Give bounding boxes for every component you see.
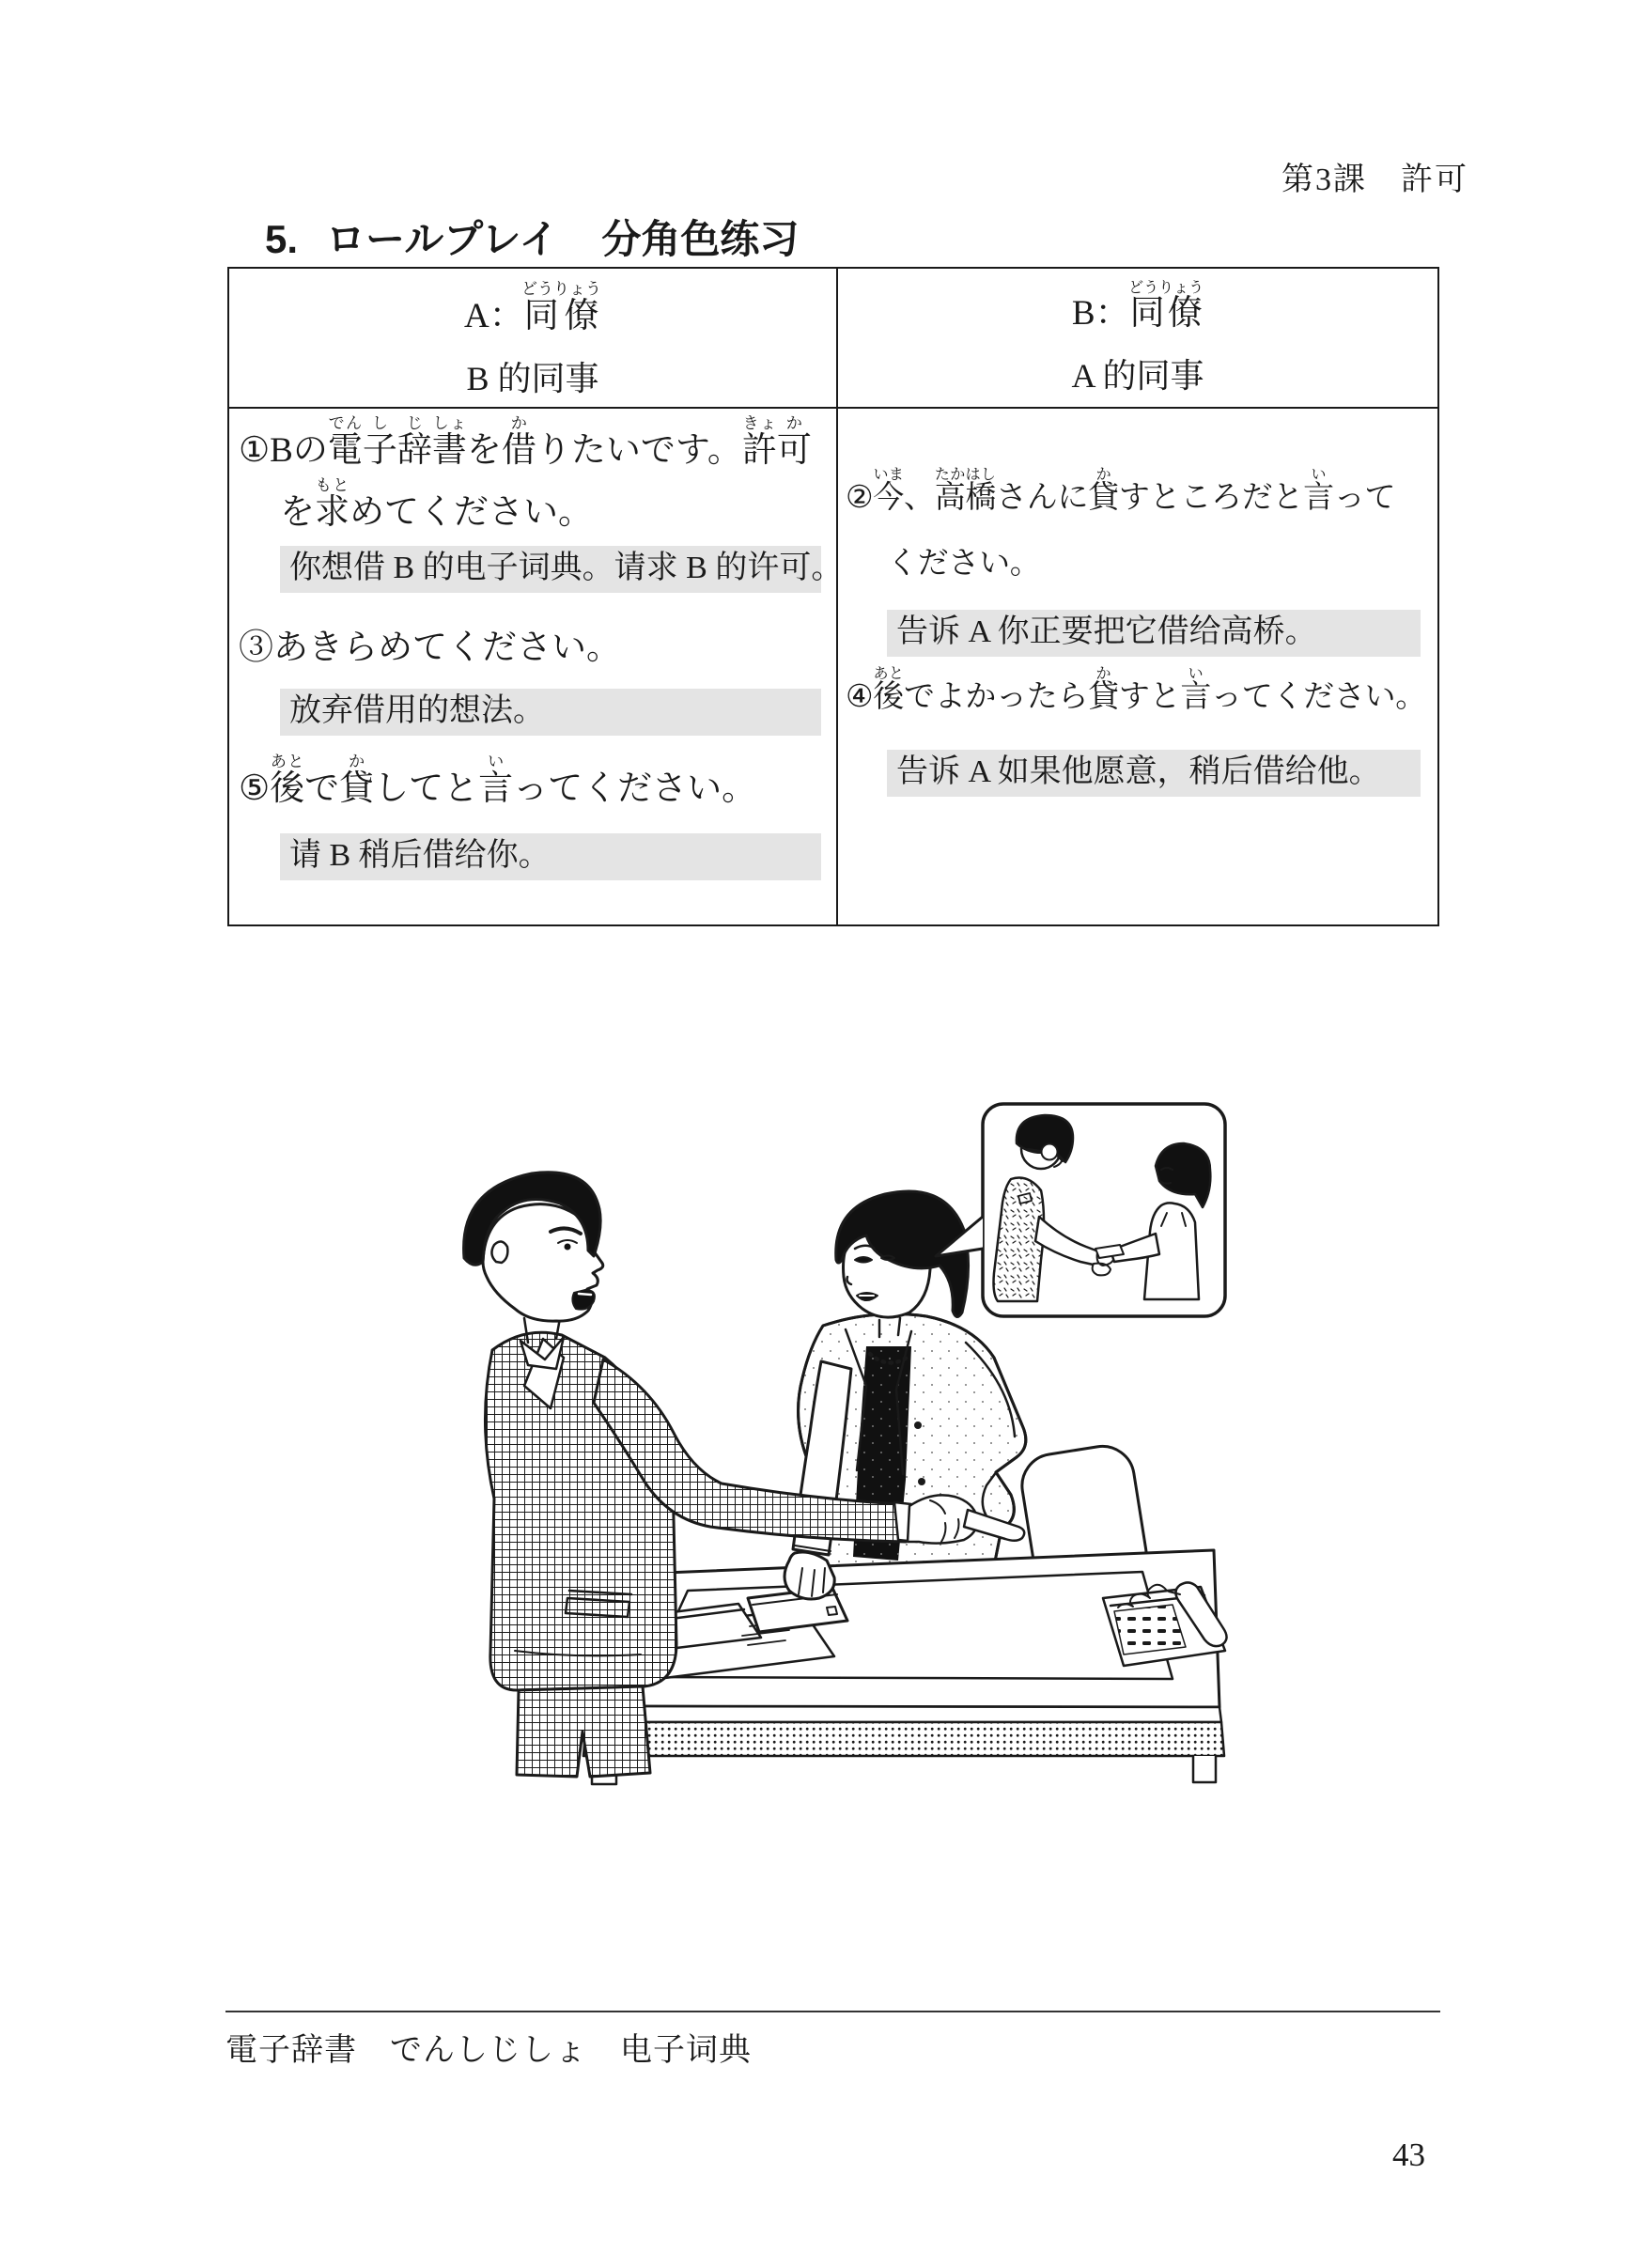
item1-japanese: ①Bの電でん子し辞じ書しょを借かりたいです。許きょ可か を求もとめてください。 <box>239 414 812 532</box>
item4-japanese: ④後あとでよかったら貸かすと言いってください。 <box>846 666 1426 714</box>
role-b-label: B：同僚どうりょう <box>1071 280 1204 333</box>
item1-chinese: 你想借 B 的电子词典。请求 B 的许可。 <box>280 546 821 593</box>
section-title <box>265 209 799 265</box>
role-b-description: A 的同事 <box>1071 357 1204 395</box>
speech-bubble <box>936 1104 1225 1316</box>
footer-divider <box>225 2011 1440 2012</box>
item3-japanese: ③あきらめてください。 <box>239 629 621 667</box>
section-number: 5. <box>265 217 299 261</box>
item3-chinese: 放弃借用的想法。 <box>280 689 821 736</box>
item5-chinese: 请 B 稍后借给你。 <box>280 833 821 880</box>
item2-japanese: ②今いま、高たか橋はしさんに貸かすところだと言いって ください。 <box>846 467 1396 581</box>
roleplay-table <box>227 267 1439 926</box>
role-a-description: B 的同事 <box>466 360 599 397</box>
footer-vocabulary: 電子辞書 でんしじしょ 电子词典 <box>225 2033 752 2068</box>
header-cell-role-a <box>229 269 838 407</box>
roleplay-table-body <box>229 409 1437 924</box>
section-title-chinese: 分角色练习 <box>601 217 800 261</box>
roleplay-table-header <box>229 269 1437 409</box>
page-number: 43 <box>1392 2136 1425 2173</box>
section-title-japanese: ロールプレイ <box>326 217 559 261</box>
item5-japanese: ⑤後あとで貸かしてと言いってください。 <box>239 753 757 808</box>
body-cell-role-a <box>229 409 844 924</box>
body-cell-role-b <box>838 409 1437 924</box>
item4-chinese: 告诉 A 如果他愿意，稍后借给他。 <box>887 750 1421 797</box>
item2-chinese: 告诉 A 你正要把它借给高桥。 <box>887 610 1421 657</box>
chapter-header: 第3課 許可 <box>1282 163 1468 197</box>
office-illustration <box>404 1076 1259 1790</box>
header-cell-role-b <box>838 269 1437 407</box>
role-a-label: A：同僚どうりょう <box>464 280 601 335</box>
